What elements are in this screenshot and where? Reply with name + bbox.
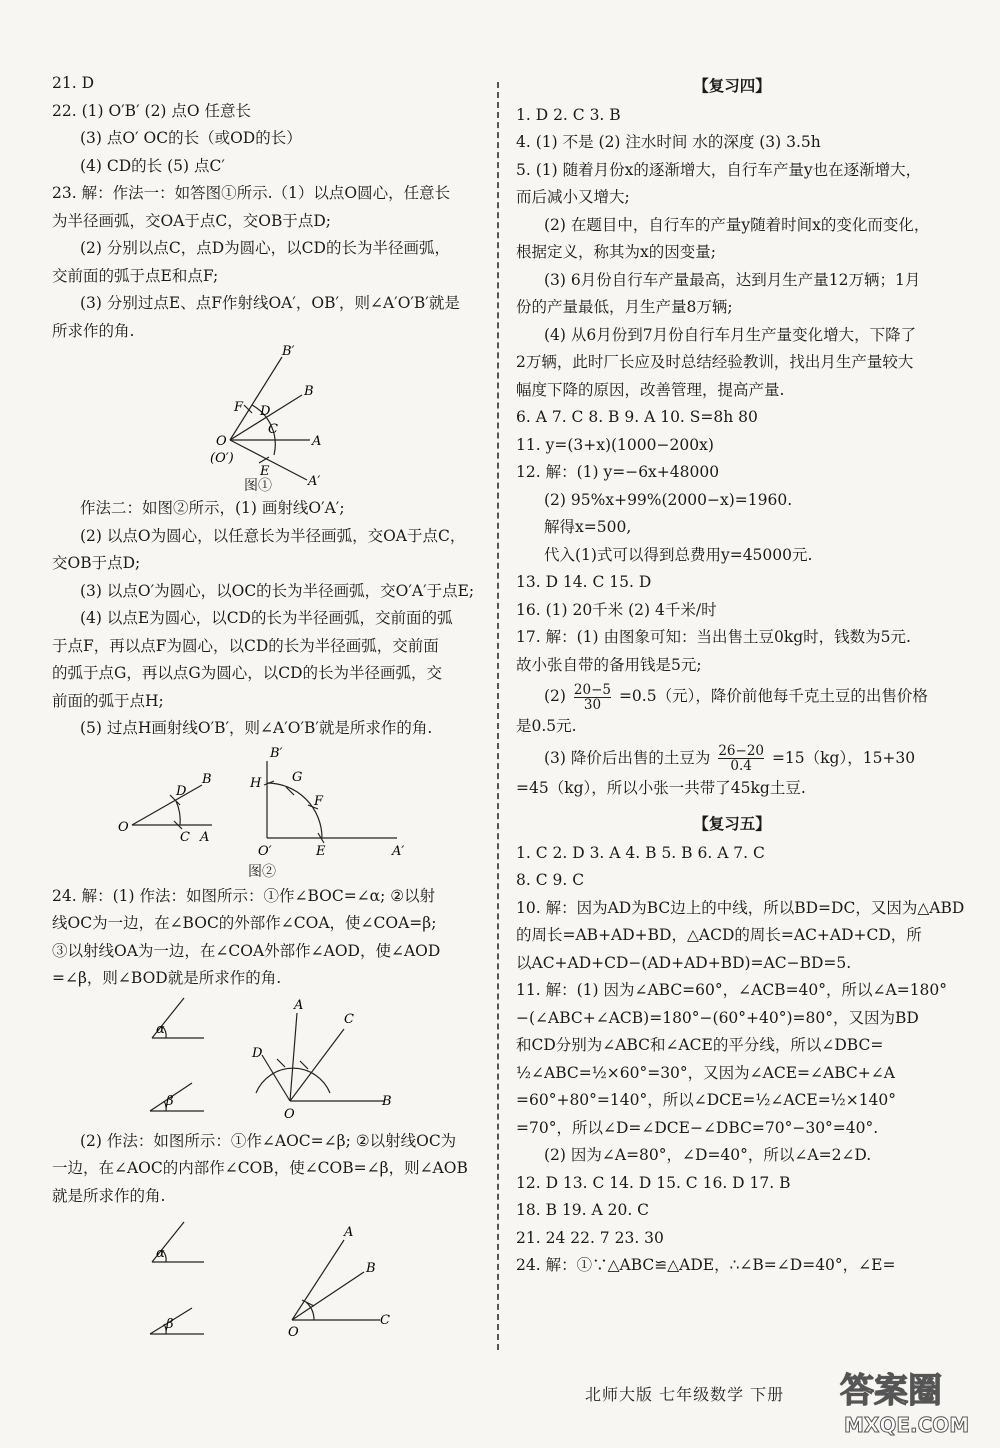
answer-line: 解得x=500, — [544, 518, 632, 536]
answer-line: (2) 以点O为圆心，以任意长为半径画弧，交OA于点C， — [80, 526, 466, 545]
answer-line: (2) 分别以点C，点D为圆心，以CD的长为半径画弧， — [80, 239, 450, 257]
right-column — [516, 70, 965, 1280]
sub-label: (2) — [544, 687, 566, 705]
label-e: E — [316, 843, 326, 859]
label-c: C — [180, 829, 190, 845]
answer-line: 就是所求作的角. — [52, 1186, 166, 1205]
watermark-text: 答案圈 — [840, 1371, 942, 1411]
label-g: G — [292, 769, 303, 785]
answer-line: (3) 点O′ OC的长（或OD的长） — [80, 129, 302, 147]
label-f: F — [234, 400, 244, 415]
label-o-prime: (O′) — [210, 451, 234, 466]
answer-line: (2) 因为∠A=80°，∠D=40°，所以∠A=2∠D. — [544, 1146, 872, 1164]
answer-line: 6. A 7. C 8. B 9. A 10. S=8h 80 — [516, 408, 758, 426]
label-d: D — [252, 1045, 263, 1061]
answer-line: 11. y=(3+x)(1000−200x) — [516, 435, 714, 454]
answer-line: (3) 分别过点E、点F作射线OA′，OB′，则∠A′O′B′就是 — [80, 294, 460, 312]
answer-line: 一边，在∠AOC的内部作∠COB，使∠COB=∠β，则∠AOB — [52, 1159, 468, 1177]
answer-line: 代入(1)式可以得到总费用y=45000元. — [544, 545, 813, 564]
answer-line: 4. (1) 不是 (2) 注水时间 水的深度 (3) 3.5h — [516, 133, 821, 151]
answer-line: 和CD分别为∠ABC和∠ACE的平分线，所以∠DBC= — [516, 1036, 884, 1054]
answer-line — [516, 679, 948, 713]
answer-line: (4) 从6月份到7月份自行车月生产量变化增大，下降了 — [544, 325, 917, 344]
answer-line: 18. B 19. A 20. C — [516, 1201, 650, 1219]
watermark-url: MXQE.COM — [844, 1413, 970, 1437]
label-o: O — [216, 434, 227, 449]
label-a-prime: A′ — [308, 474, 321, 489]
figure-4-diagram — [52, 1210, 480, 1350]
label-b-prime: B′ — [282, 345, 295, 359]
sub-label: (3) 降价后出售的土豆为 — [544, 748, 711, 767]
section-header: 【复习四】 — [693, 76, 771, 95]
fraction — [718, 744, 764, 773]
answer-line: (2) 作法：如图所示：①作∠AOC=∠β; ②以射线OC为 — [80, 1131, 457, 1150]
column-divider — [497, 82, 499, 1350]
answer-line: 11. 解：(1) 因为∠ABC=60°，∠ACB=40°，所以∠A=180° — [516, 981, 948, 999]
figure-1 — [52, 345, 480, 495]
answer-line: 前面的弧于点H; — [52, 691, 164, 710]
answer-line: 交前面的弧于点E和点F; — [52, 266, 219, 285]
label-c: C — [268, 422, 278, 437]
answer-line: 为半径画弧，交OA于点C，交OB于点D; — [52, 211, 332, 230]
answer-line: −(∠ABC+∠ACB)=180°−(60°+40°)=80°，又因为BD — [516, 1008, 919, 1027]
figure-3 — [52, 993, 480, 1128]
answer-line: ③以射线OA为一边，在∠COA外部作∠AOD，使∠AOD — [52, 941, 441, 960]
fraction — [574, 683, 611, 712]
label-o-prime: O′ — [258, 843, 272, 859]
label-b: B — [366, 1261, 376, 1276]
figure-4 — [52, 1210, 480, 1350]
label-a: A — [344, 1225, 354, 1240]
answer-line: 根据定义，称其为x的因变量; — [516, 243, 716, 261]
answer-text: =0.5（元），降价前他每千克土豆的出售价格 — [618, 687, 928, 705]
answer-line — [516, 741, 948, 775]
answer-line: (3) 以点O′为圆心，以OC的长为半径画弧，交O′A′于点E; — [80, 581, 475, 600]
answer-line: 13. D 14. C 15. D — [516, 573, 652, 591]
label-o: O — [284, 1106, 295, 1122]
label-h: H — [250, 775, 262, 791]
label-e: E — [260, 464, 270, 479]
answer-line: 24. 解：(1) 作法：如图所示：①作∠BOC=∠α; ②以射 — [52, 886, 436, 905]
answer-line: 8. C 9. C — [516, 871, 585, 889]
label-b: B — [202, 771, 212, 787]
watermark-icon — [830, 1360, 990, 1440]
answer-line: 1. D 2. C 3. B — [516, 105, 621, 124]
figure-1-caption: 图① — [244, 478, 272, 494]
answer-line: =∠β，则∠BOD就是所求作的角. — [52, 969, 282, 987]
answer-line: 23. 解：作法一：如答图①所示.（1）以点O圆心，任意长 — [52, 184, 451, 202]
figure-2 — [52, 743, 480, 883]
answer-line: 于点F，再以点F为圆心，以CD的长为半径画弧，交前面 — [52, 636, 439, 655]
label-d: D — [260, 404, 271, 419]
label-o: O — [288, 1325, 299, 1340]
label-a: A — [200, 829, 210, 845]
label-a: A — [294, 997, 304, 1013]
section-header: 【复习五】 — [693, 814, 771, 833]
answer-line: 交OB于点D; — [52, 554, 141, 572]
answer-line: 21. 24 22. 7 23. 30 — [516, 1228, 664, 1247]
label-b-prime: B′ — [270, 745, 283, 761]
label-f: F — [314, 793, 324, 809]
beta-label: β — [166, 1093, 174, 1109]
answer-line: 以AC+AD+CD−(AD+AD+BD)=AC−BD=5. — [516, 953, 852, 972]
answer-line: 1. C 2. D 3. A 4. B 5. B 6. A 7. C — [516, 843, 765, 862]
numerator: 26−20 — [718, 743, 764, 759]
answer-line: 12. 解：(1) y=−6x+48000 — [516, 463, 720, 481]
denominator: 0.4 — [730, 758, 752, 774]
answer-line: 2万辆，此时厂长应及时总结经验教训，找出月生产量较大 — [516, 353, 914, 371]
answer-line: 是0.5元. — [516, 717, 577, 735]
watermark-logo — [830, 1360, 990, 1440]
left-column — [52, 70, 480, 1350]
denominator: 30 — [583, 696, 602, 713]
answer-line: 线OC为一边，在∠BOC的外部作∠COA，使∠COA=β; — [52, 914, 437, 932]
label-a: A — [312, 434, 322, 449]
answer-text: =15（kg），15+30 — [771, 748, 916, 767]
answer-line: (2) 在题目中，自行车的产量y随着时间x的变化而变化， — [544, 215, 930, 234]
answer-line: (4) 以点E为圆心，以CD的长为半径画弧，交前面的弧 — [80, 609, 453, 627]
alpha-label: α — [156, 1246, 165, 1261]
alpha-label: α — [156, 1021, 165, 1037]
answer-line: 的弧于点G，再以点G为圆心，以CD的长为半径画弧，交 — [52, 664, 443, 682]
page-footer: 北师大版 七年级数学 下册 — [585, 1385, 785, 1404]
answer-line: 份的产量最低，月生产量8万辆; — [516, 298, 733, 316]
answer-line: 故小张自带的备用钱是5元; — [516, 655, 702, 674]
label-b: B — [382, 1093, 392, 1109]
label-o: O — [118, 819, 129, 835]
answer-line: ½∠ABC=½×60°=30°，又因为∠ACE=∠ABC+∠A — [516, 1063, 895, 1082]
figure-2-caption: 图② — [248, 863, 276, 880]
label-b: B — [304, 384, 314, 399]
label-c: C — [344, 1011, 354, 1027]
answer-line: =60°+80°=140°，所以∠DCE=½∠ACE=½×140° — [516, 1091, 897, 1109]
answer-line: 22. (1) O′B′ (2) 点O 任意长 — [52, 101, 252, 120]
label-d: D — [176, 783, 187, 799]
answer-line: 作法二：如图②所示，(1) 画射线O′A′; — [80, 499, 345, 517]
answer-line: 12. D 13. C 14. D 15. C 16. D 17. B — [516, 1173, 791, 1192]
numerator: 20−5 — [573, 681, 611, 698]
answer-line: =45（kg），所以小张一共带了45kg土豆. — [516, 778, 806, 797]
beta-label: β — [166, 1317, 174, 1332]
answer-line: 21. D — [52, 74, 95, 92]
answer-line: 10. 解：因为AD为BC边上的中线，所以BD=DC，又因为△ABD — [516, 898, 965, 917]
answer-line: 幅度下降的原因，改善管理，提高产量. — [516, 380, 785, 399]
answer-line: (3) 6月份自行车产量最高，达到月生产量12万辆；1月 — [544, 270, 921, 289]
label-a-prime: A′ — [392, 843, 405, 859]
answer-line: 17. 解：(1) 由图象可知：当出售土豆0kg时，钱数为5元. — [516, 628, 911, 646]
answer-line: (4) CD的长 (5) 点C′ — [80, 156, 225, 175]
answer-line: 的周长=AB+AD+BD，△ACD的周长=AC+AD+CD，所 — [516, 926, 922, 944]
answer-line: 5. (1) 随着月份x的逐渐增大，自行车产量y也在逐渐增大， — [516, 160, 922, 179]
figure-3-diagram — [52, 993, 480, 1128]
label-c: C — [380, 1313, 390, 1328]
answer-line: (5) 过点H画射线O′B′，则∠A′O′B′就是所求作的角. — [80, 719, 433, 737]
answer-line: 24. 解：①∵△ABC≌△ADE，∴∠B=∠D=40°，∠E= — [516, 1256, 896, 1274]
answer-line: (2) 95%x+99%(2000−x)=1960. — [544, 490, 793, 509]
answer-line: =70°，所以∠D=∠DCE−∠DBC=70°−30°=40°. — [516, 1118, 879, 1137]
answer-line: 所求作的角. — [52, 321, 135, 340]
answer-line: 16. (1) 20千米 (2) 4千米/时 — [516, 600, 717, 619]
answer-line: 而后减小又增大; — [516, 188, 630, 206]
